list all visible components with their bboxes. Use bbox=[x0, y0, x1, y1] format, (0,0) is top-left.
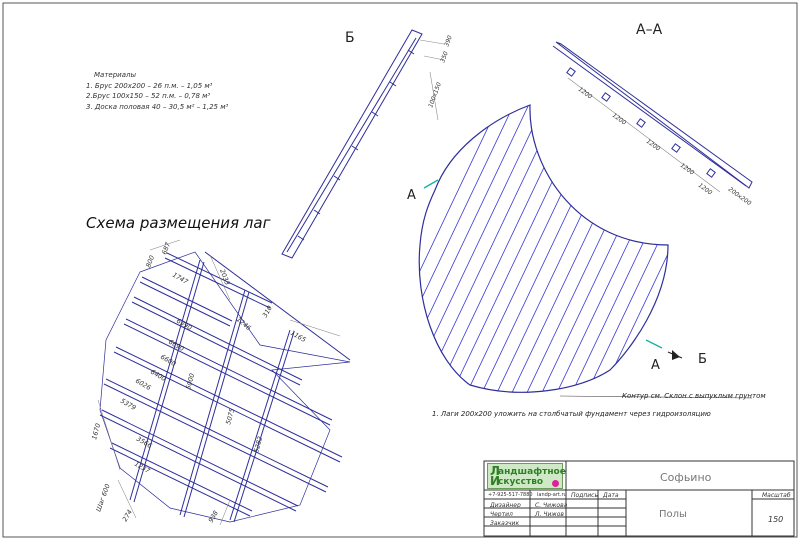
section-markers bbox=[424, 180, 682, 360]
dim-label: 6400 bbox=[149, 367, 168, 384]
dim-label: 6600 bbox=[159, 352, 178, 369]
dim-label: 6690 bbox=[167, 337, 186, 354]
dim-label: 1200 bbox=[610, 111, 628, 127]
general-note: 1. Лаги 200х200 уложить на столбчатый фундамент через гидроизоляцию bbox=[432, 410, 711, 418]
dim-label: Шаг 600 bbox=[94, 482, 112, 513]
dim-label: 5000 bbox=[184, 372, 197, 391]
section-mark-b: Б bbox=[698, 352, 707, 367]
schema-dim-labels bbox=[90, 240, 307, 524]
company-logo bbox=[487, 463, 566, 489]
sheet-name: Полы bbox=[659, 509, 687, 520]
section-b-dim-labels bbox=[427, 34, 454, 108]
materials-list bbox=[86, 70, 228, 112]
dim-label: 5075 bbox=[224, 407, 237, 426]
dim-label: 200х200 bbox=[726, 185, 753, 208]
floor-outline bbox=[419, 105, 668, 392]
dim-label: 5282 bbox=[252, 435, 265, 454]
date-column: Дата bbox=[603, 492, 619, 499]
scale-label: Масштаб bbox=[762, 492, 791, 499]
material-item: 3. Доска половая 40 – 30,5 м² – 1,25 м³ bbox=[86, 102, 229, 111]
dim-label: 1670 bbox=[90, 422, 103, 441]
dim-label: 274 bbox=[120, 508, 134, 523]
section-b-title: Б bbox=[345, 30, 355, 46]
sign-column: Подпись bbox=[571, 492, 598, 499]
project-name: Софьино bbox=[660, 471, 712, 484]
dim-label: 2033 bbox=[218, 267, 232, 287]
materials-title: Материалы bbox=[94, 71, 136, 79]
contour-label: Контур см. Склон с выпуклым грунтом bbox=[622, 392, 766, 400]
logo-cap-1: Л bbox=[490, 464, 500, 478]
dim-label: 6026 bbox=[134, 376, 153, 393]
material-item: 2.Брус 100х150 – 52 п.м. – 0,78 м³ bbox=[86, 92, 211, 100]
dim-label: 1200 bbox=[678, 161, 696, 177]
section-mark-a-bottom: А bbox=[651, 358, 660, 373]
dim-label: 800 bbox=[144, 254, 157, 269]
dim-label: 687 bbox=[160, 241, 173, 256]
dim-label: 350 bbox=[439, 50, 450, 64]
dim-label: 100х150 bbox=[427, 81, 443, 109]
dim-label: 1200 bbox=[644, 137, 662, 153]
section-b-view bbox=[282, 30, 444, 258]
dim-label: 5379 bbox=[119, 396, 138, 413]
dim-label: 6390 bbox=[175, 316, 194, 333]
dim-label: 310 bbox=[260, 304, 274, 319]
dim-label: 390 bbox=[443, 34, 454, 48]
section-aa-title: А–А bbox=[636, 22, 663, 38]
role-designer: Дизайнер bbox=[490, 502, 521, 509]
name-drafter: Л. Чижов bbox=[535, 511, 564, 518]
dim-label: 1237 bbox=[133, 459, 152, 476]
dim-label: 1165 bbox=[289, 328, 308, 345]
dim-label: 1747 bbox=[171, 270, 190, 287]
scale-value: 150 bbox=[768, 515, 784, 524]
logo-dot bbox=[552, 480, 559, 487]
layout-outline bbox=[100, 252, 350, 522]
website: landp-art.ru bbox=[537, 492, 567, 498]
logo-line-2: скусство bbox=[498, 477, 544, 487]
section-aa-beam bbox=[556, 42, 752, 188]
logo-cap-2: И bbox=[490, 474, 501, 488]
name-designer: С. Чижова bbox=[535, 502, 568, 509]
dim-label: 1200 bbox=[576, 85, 594, 101]
schema-title: Схема размещения лаг bbox=[86, 214, 271, 232]
section-aa-view bbox=[553, 42, 752, 192]
dim-label: 1200 bbox=[696, 181, 714, 197]
floor-hatch bbox=[330, 60, 800, 460]
role-drafter: Чертил bbox=[490, 511, 513, 518]
material-item: 1. Брус 200х200 – 26 п.м. – 1,05 м³ bbox=[86, 81, 213, 90]
phone: +7-925-517-7880 bbox=[488, 492, 533, 498]
dim-label: 1246 bbox=[234, 315, 253, 333]
dim-label: 938 bbox=[206, 509, 220, 524]
role-customer: Заказчик bbox=[490, 520, 520, 527]
section-mark-a-top: А bbox=[407, 188, 416, 203]
dim-label: 3566 bbox=[135, 434, 154, 451]
title-block bbox=[484, 461, 794, 536]
logo-line-1: андшафтное bbox=[498, 467, 566, 477]
